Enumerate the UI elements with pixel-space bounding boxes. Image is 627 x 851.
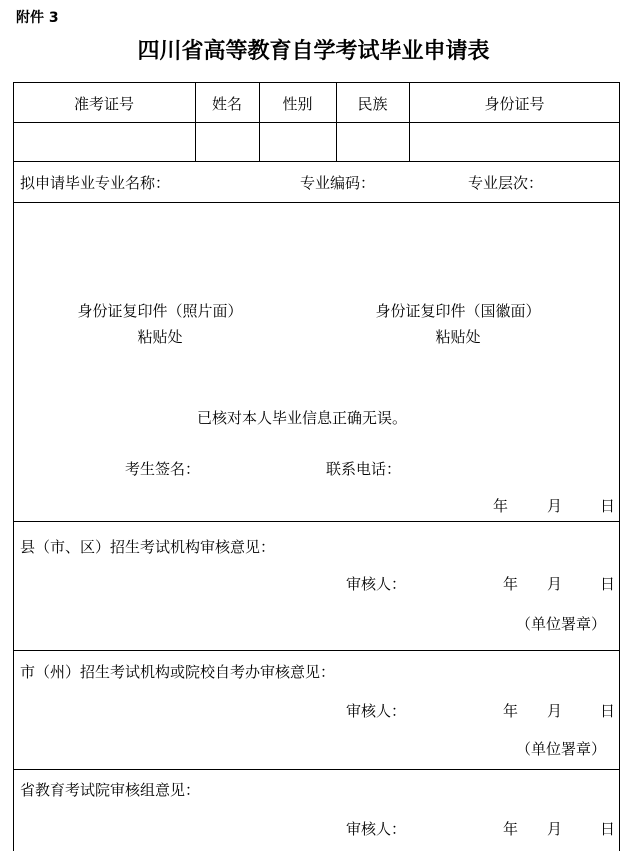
- header-id-number: 身份证号: [484, 95, 545, 113]
- county-seal-label: （单位署章）: [516, 615, 607, 633]
- date-month: 月: [547, 702, 563, 720]
- date-day: 日: [600, 497, 616, 515]
- attachment-label: 附件 3: [16, 10, 59, 26]
- county-reviewer-label: 审核人：: [346, 575, 407, 593]
- application-table: [13, 82, 620, 851]
- exam-number-field[interactable]: [14, 123, 194, 160]
- date-year: 年: [503, 702, 519, 720]
- city-seal-label: （单位署章）: [516, 740, 607, 758]
- signature-label: 考生签名：: [125, 460, 201, 478]
- header-gender: 性别: [282, 95, 313, 113]
- id-back-paste-label: 粘贴处: [435, 328, 481, 346]
- header-name: 姓名: [211, 95, 242, 113]
- date-day: 日: [600, 702, 616, 720]
- name-field[interactable]: [196, 123, 258, 160]
- city-review-label: 市（州）招生考试机构或院校自考办审核意见：: [20, 663, 336, 681]
- date-month: 月: [547, 575, 563, 593]
- id-front-label: 身份证复印件（照片面）: [77, 302, 243, 320]
- phone-label: 联系电话：: [326, 460, 402, 478]
- county-review-label: 县（市、区）招生考试机构审核意见：: [20, 538, 276, 556]
- date-day: 日: [600, 820, 616, 838]
- header-ethnicity: 民族: [357, 95, 388, 113]
- province-review-label: 省教育考试院审核组意见：: [20, 781, 201, 799]
- row-divider: [13, 521, 620, 522]
- row-divider: [13, 161, 620, 162]
- id-front-paste-label: 粘贴处: [137, 328, 183, 346]
- province-reviewer-label: 审核人：: [346, 820, 407, 838]
- date-month: 月: [547, 820, 563, 838]
- id-number-field[interactable]: [410, 123, 619, 160]
- major-code-label: 专业编码：: [300, 174, 376, 192]
- ethnicity-field[interactable]: [337, 123, 408, 160]
- date-year: 年: [503, 820, 519, 838]
- date-year: 年: [493, 497, 509, 515]
- row-divider: [13, 650, 620, 651]
- id-back-label: 身份证复印件（国徽面）: [375, 302, 541, 320]
- row-divider: [13, 202, 620, 203]
- date-day: 日: [600, 575, 616, 593]
- row-divider: [13, 769, 620, 770]
- major-level-label: 专业层次：: [468, 174, 544, 192]
- major-name-label: 拟申请毕业专业名称：: [20, 174, 171, 192]
- form-title: 四川省高等教育自学考试毕业申请表: [137, 38, 490, 64]
- date-month: 月: [547, 497, 563, 515]
- date-year: 年: [503, 575, 519, 593]
- city-reviewer-label: 审核人：: [346, 702, 407, 720]
- gender-field[interactable]: [260, 123, 335, 160]
- header-exam-number: 准考证号: [73, 95, 134, 113]
- confirmation-statement: 已核对本人毕业信息正确无误。: [197, 409, 408, 427]
